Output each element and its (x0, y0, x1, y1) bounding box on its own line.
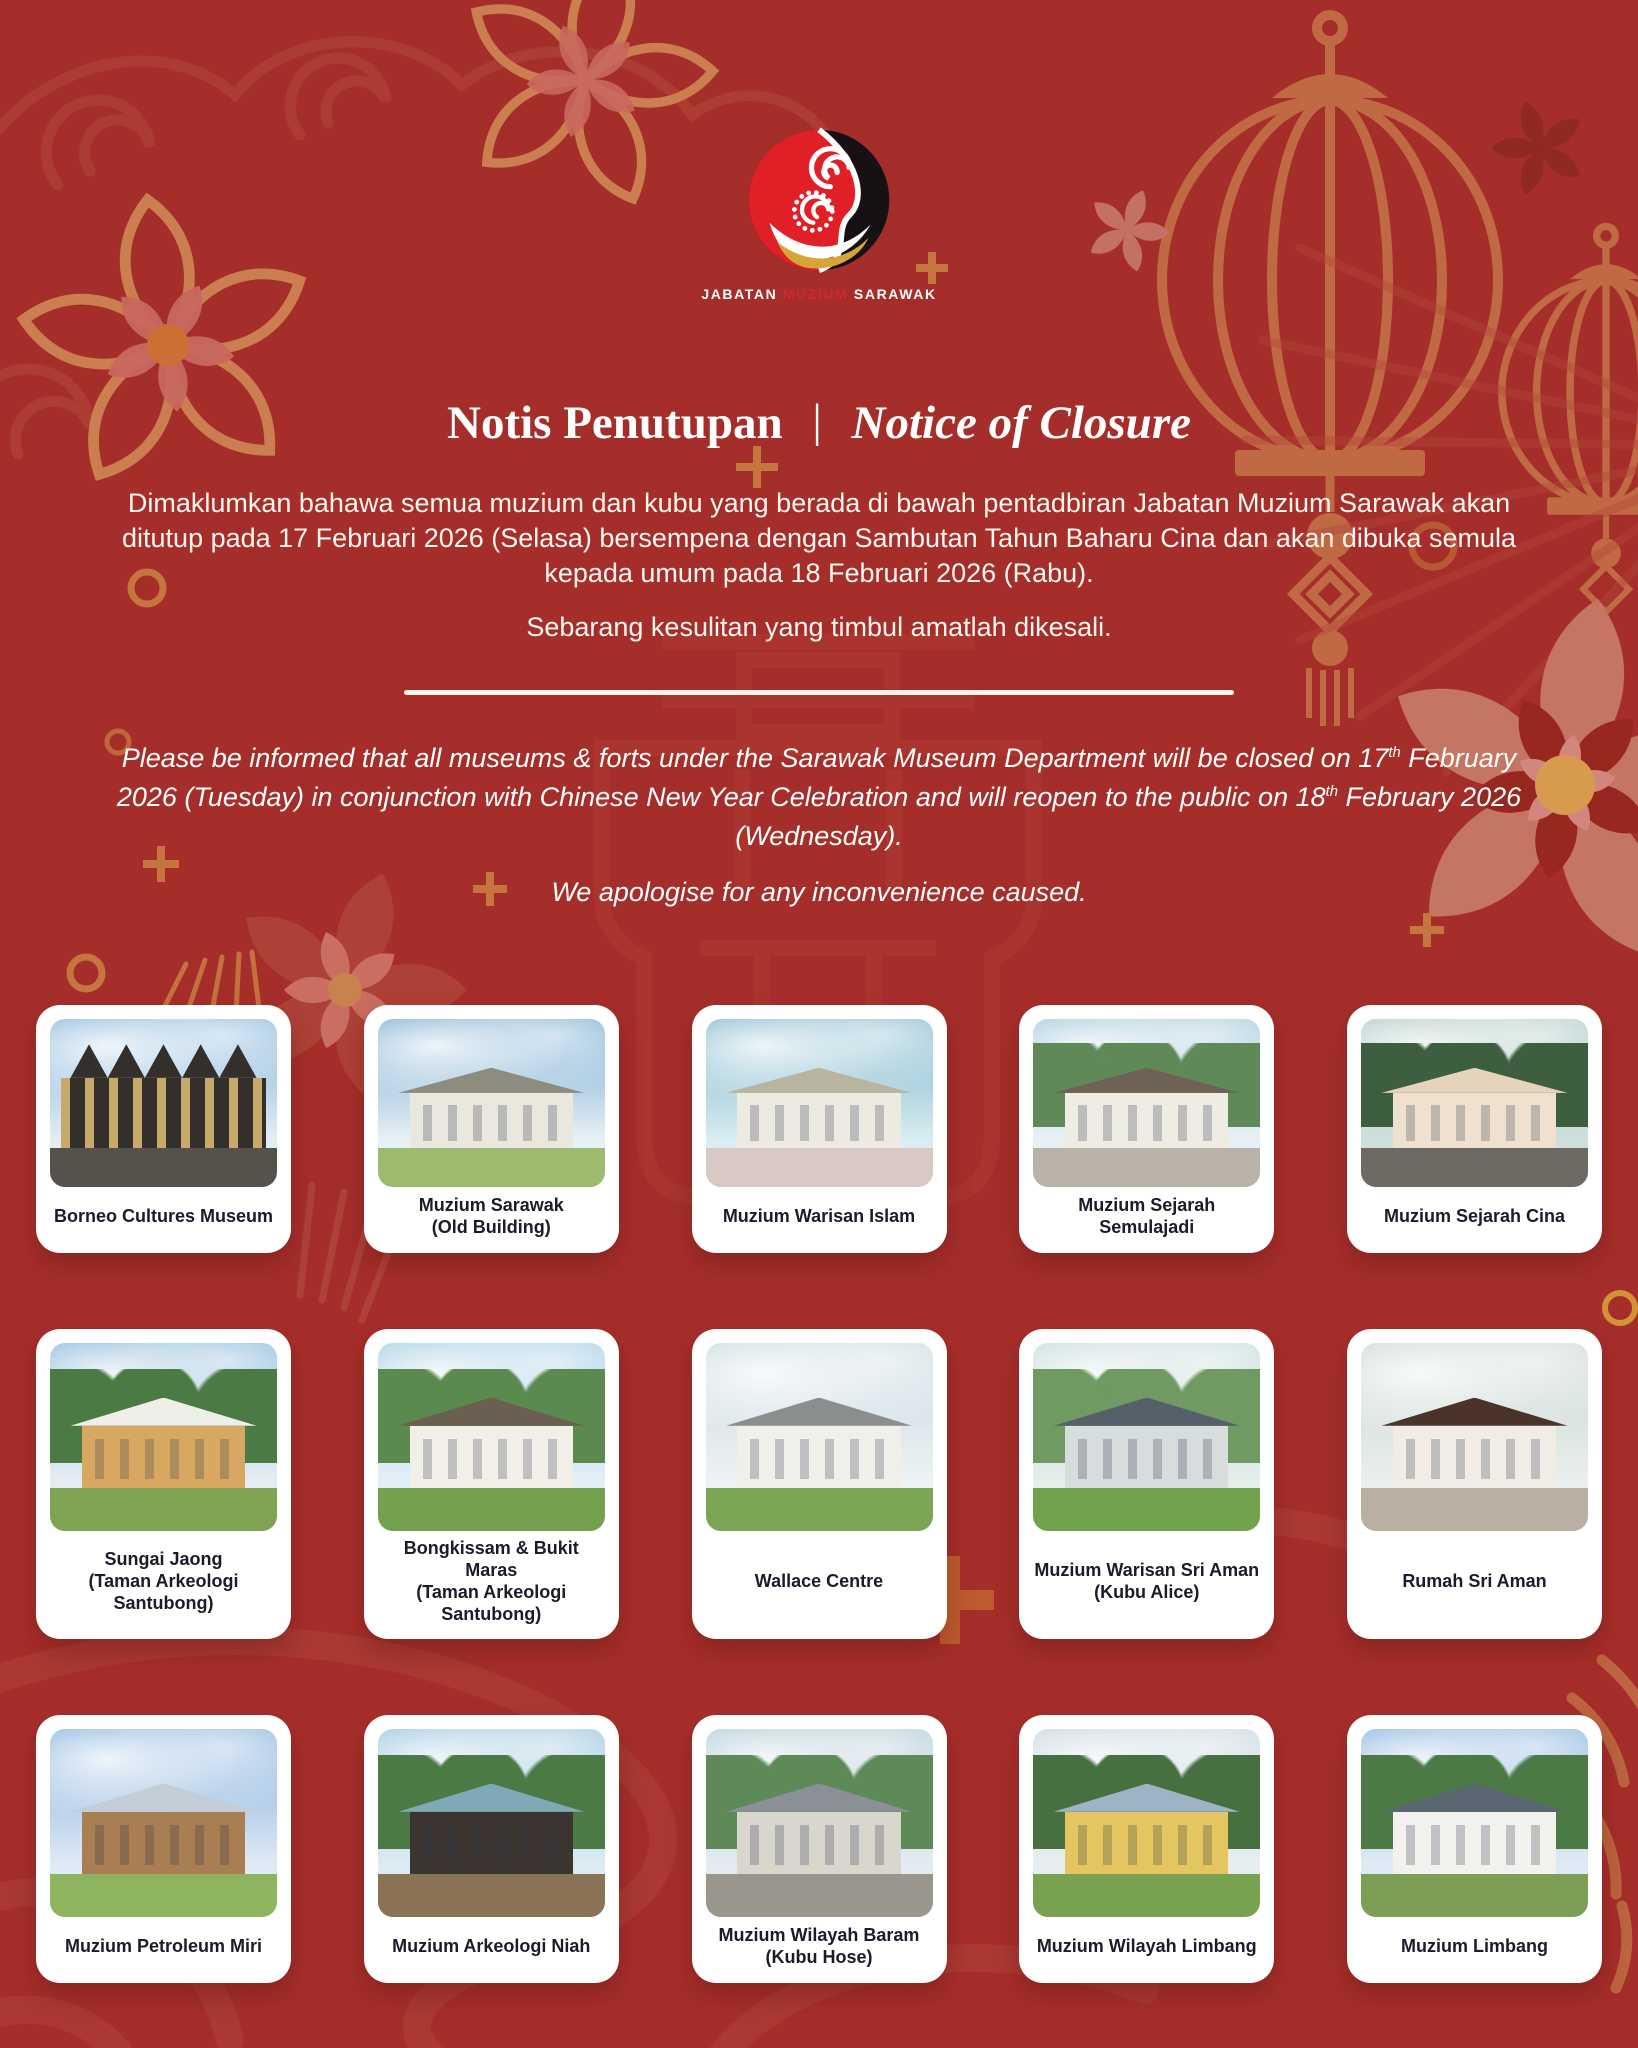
museum-photo (50, 1019, 277, 1187)
museum-card (364, 1715, 619, 1983)
title-english: Notice of Closure (851, 397, 1191, 449)
museum-name: Muzium Wilayah Limbang (1036, 1936, 1257, 1956)
museum-row (0, 1715, 1638, 1983)
museum-card (1019, 1715, 1274, 1983)
museum-photo (706, 1729, 933, 1917)
museum-photo (50, 1343, 277, 1531)
museum-name: Muzium Petroleum Miri (64, 1936, 262, 1956)
museum-name: Rumah Sri Aman (1402, 1571, 1547, 1591)
brand-name (0, 286, 1638, 302)
museum-name: Muzium Arkeologi Niah (392, 1936, 591, 1956)
museum-name: Bongkissam & Bukit Maras (Taman Arkeologi Santubong) (403, 1538, 579, 1624)
museum-name: Sungai Jaong (Taman Arkeologi Santubong) (88, 1549, 239, 1613)
museum-photo (1033, 1343, 1260, 1531)
notice-english-body: Please be informed that all museums & forts under the Sarawak Museum Department will be closed on 17th February 2026 (Tuesday) in conjunction with Chinese New Year Celebration and will reopen to the public on 18th February 2026 (Wednesday). (116, 743, 1522, 851)
logo-container (0, 0, 1638, 276)
museum-name: Wallace Centre (754, 1571, 884, 1591)
museum-card (36, 1005, 291, 1253)
museum-photo (378, 1019, 605, 1187)
museum-row (0, 1329, 1638, 1639)
museum-photo (50, 1729, 277, 1917)
museum-card (1019, 1005, 1274, 1253)
museum-name: Muzium Limbang (1401, 1936, 1548, 1956)
museum-photo (1033, 1729, 1260, 1917)
jabatan-muzium-sarawak-logo (743, 124, 895, 276)
museum-name: Muzium Sejarah Cina (1383, 1206, 1566, 1226)
museum-card (364, 1005, 619, 1253)
museum-card (36, 1329, 291, 1639)
museum-card (692, 1329, 947, 1639)
title-malay: Notis Penutupan (447, 397, 783, 449)
page-title (0, 396, 1638, 450)
museum-card (692, 1715, 947, 1983)
museum-photo (1361, 1019, 1588, 1187)
museum-photo (706, 1343, 933, 1531)
museum-grid (0, 1005, 1638, 1983)
museum-card (364, 1329, 619, 1639)
museum-photo (1361, 1343, 1588, 1531)
museum-card (692, 1005, 947, 1253)
section-divider (404, 690, 1234, 695)
museum-name: Muzium Warisan Islam (722, 1206, 916, 1226)
museum-name: Muzium Sejarah Semulajadi (1078, 1195, 1216, 1237)
museum-photo (378, 1729, 605, 1917)
title-separator: | (812, 395, 822, 447)
museum-card (1347, 1005, 1602, 1253)
notice-english-apology: We apologise for any inconvenience caused. (551, 877, 1087, 907)
museum-card (1347, 1715, 1602, 1983)
notice-malay-apology: Sebarang kesulitan yang timbul amatlah dikesali. (526, 612, 1112, 642)
notice-malay-body: Dimaklumkan bahawa semua muzium dan kubu yang berada di bawah pentadbiran Jabatan Muzium Sarawak akan ditutup pada 17 Februari 2026 (Selasa) bersempena dengan Sambutan Tahun Baharu Cina dan akan dibuka semula kepada umum pada 18 Februari 2026 (Rabu). (122, 488, 1516, 588)
brand-word-muzium: MUZIUM (782, 286, 849, 302)
museum-name: Borneo Cultures Museum (53, 1206, 274, 1226)
museum-photo (378, 1343, 605, 1531)
brand-word-jabatan: JABATAN (701, 286, 778, 302)
museum-name: Muzium Sarawak (Old Building) (418, 1195, 564, 1237)
museum-photo (706, 1019, 933, 1187)
museum-photo (1361, 1729, 1588, 1917)
museum-card (1019, 1329, 1274, 1639)
museum-photo (1033, 1019, 1260, 1187)
museum-name: Muzium Warisan Sri Aman (Kubu Alice) (1034, 1560, 1260, 1602)
museum-name: Muzium Wilayah Baram (Kubu Hose) (718, 1925, 920, 1967)
museum-card (36, 1715, 291, 1983)
brand-word-sarawak: SARAWAK (853, 286, 937, 302)
museum-row (0, 1005, 1638, 1253)
museum-card (1347, 1329, 1602, 1639)
